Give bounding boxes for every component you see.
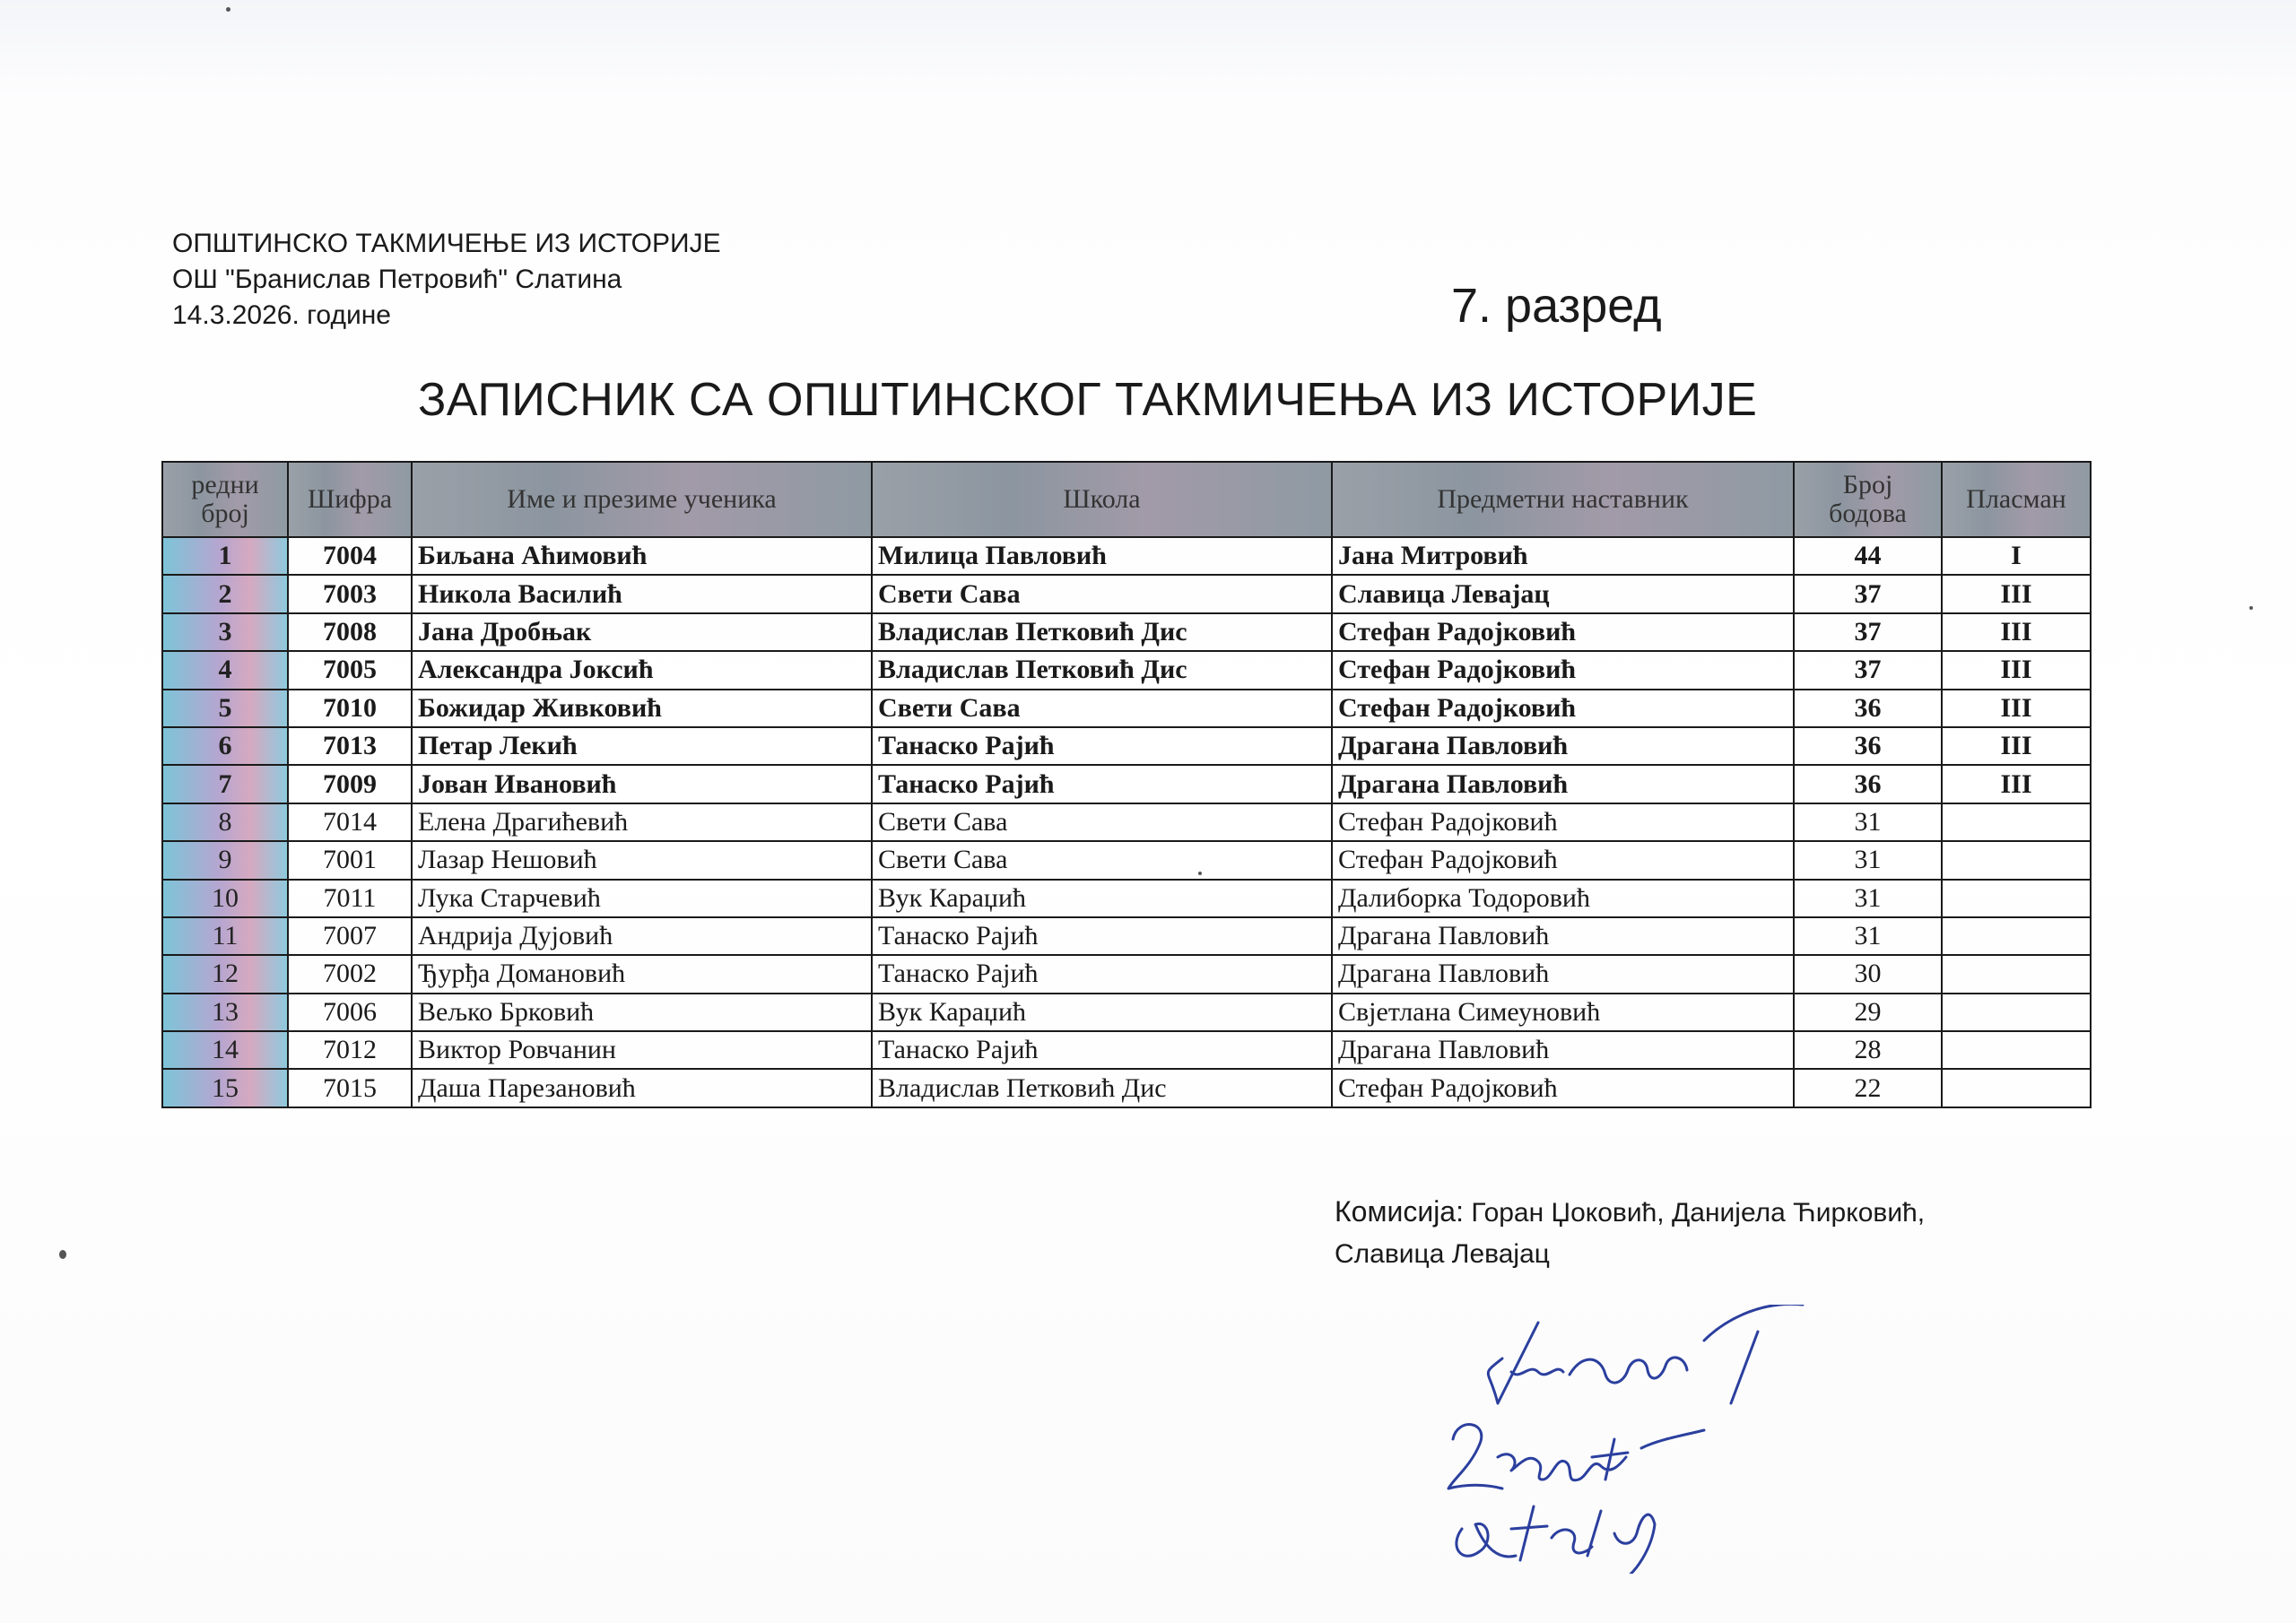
cell-teacher: Драгана Павловић [1332, 917, 1794, 955]
cell-rank: 12 [162, 955, 288, 993]
cell-points: 29 [1794, 994, 1942, 1031]
cell-points: 37 [1794, 575, 1942, 612]
cell-teacher: Стефан Радојковић [1332, 690, 1794, 727]
table-row [162, 651, 2091, 689]
cell-place: III [1942, 765, 2091, 803]
cell-points: 31 [1794, 803, 1942, 841]
document-header [172, 226, 721, 334]
cell-code: 7014 [288, 803, 412, 841]
cell-school: Танаско Рајић [872, 917, 1332, 955]
cell-name: Никола Василић [412, 575, 872, 612]
cell-school: Владислав Петковић Дис [872, 613, 1332, 651]
cell-school: Вук Караџић [872, 880, 1332, 917]
cell-rank: 6 [162, 727, 288, 765]
cell-school: Свети Сава [872, 690, 1332, 727]
cell-place [1942, 880, 2091, 917]
cell-code: 7015 [288, 1069, 412, 1107]
cell-code: 7004 [288, 537, 412, 575]
cell-school: Вук Караџић [872, 994, 1332, 1031]
cell-name: Јана Дробњак [412, 613, 872, 651]
cell-teacher: Стефан Радојковић [1332, 613, 1794, 651]
cell-school: Танаско Рајић [872, 1031, 1332, 1069]
cell-teacher: Стефан Радојковић [1332, 1069, 1794, 1107]
scan-speck [1198, 872, 1202, 875]
cell-place [1942, 803, 2091, 841]
col-name-header: Име и презиме ученика [412, 462, 872, 537]
cell-school: Милица Павловић [872, 537, 1332, 575]
school-name: ОШ "Бранислав Петровић" Слатина [172, 265, 622, 294]
cell-points: 31 [1794, 917, 1942, 955]
competition-title: ОПШТИНСКО ТАКМИЧЕЊЕ ИЗ ИСТОРИЈЕ [172, 229, 721, 258]
cell-place: I [1942, 537, 2091, 575]
cell-code: 7013 [288, 727, 412, 765]
cell-school: Свети Сава [872, 575, 1332, 612]
cell-school: Владислав Петковић Дис [872, 1069, 1332, 1107]
cell-place: III [1942, 651, 2091, 689]
cell-name: Елена Драгићевић [412, 803, 872, 841]
cell-points: 31 [1794, 841, 1942, 879]
cell-place: III [1942, 613, 2091, 651]
cell-points: 36 [1794, 690, 1942, 727]
cell-code: 7002 [288, 955, 412, 993]
cell-place [1942, 841, 2091, 879]
table-row [162, 537, 2091, 575]
cell-name: Андрија Дујовић [412, 917, 872, 955]
cell-place: III [1942, 727, 2091, 765]
cell-school: Танаско Рајић [872, 955, 1332, 993]
table-row [162, 1069, 2091, 1107]
scan-speck [226, 7, 230, 12]
col-place-header: Пласман [1942, 462, 2091, 537]
date: 14.3.2026. године [172, 300, 391, 330]
page-title: ЗАПИСНИК СА ОПШТИНСКОГ ТАКМИЧЕЊА ИЗ ИСТОРИЈЕ [418, 374, 1758, 426]
table-row [162, 917, 2091, 955]
cell-code: 7010 [288, 690, 412, 727]
cell-name: Јован Ивановић [412, 765, 872, 803]
cell-points: 30 [1794, 955, 1942, 993]
cell-place: III [1942, 690, 2091, 727]
cell-name: Петар Лекић [412, 727, 872, 765]
cell-place: III [1942, 575, 2091, 612]
cell-code: 7011 [288, 880, 412, 917]
cell-code: 7008 [288, 613, 412, 651]
cell-teacher: Далиборка Тодоровић [1332, 880, 1794, 917]
cell-rank: 13 [162, 994, 288, 1031]
scan-speck [59, 1250, 66, 1259]
cell-rank: 7 [162, 765, 288, 803]
cell-teacher: Стефан Радојковић [1332, 841, 1794, 879]
cell-school: Свети Сава [872, 803, 1332, 841]
cell-code: 7005 [288, 651, 412, 689]
col-points-header: Број бодова [1794, 462, 1942, 537]
table-row [162, 613, 2091, 651]
cell-code: 7003 [288, 575, 412, 612]
cell-name: Виктор Ровчанин [412, 1031, 872, 1069]
cell-points: 31 [1794, 880, 1942, 917]
cell-teacher: Стефан Радојковић [1332, 651, 1794, 689]
cell-school: Танаско Рајић [872, 765, 1332, 803]
cell-teacher: Драгана Павловић [1332, 765, 1794, 803]
table-row [162, 994, 2091, 1031]
cell-points: 37 [1794, 613, 1942, 651]
cell-rank: 3 [162, 613, 288, 651]
col-teacher-header: Предметни наставник [1332, 462, 1794, 537]
scan-speck [2249, 606, 2253, 610]
table-row [162, 955, 2091, 993]
cell-name: Лука Старчевић [412, 880, 872, 917]
table-row [162, 575, 2091, 612]
grade-label: 7. разред [1451, 279, 1662, 333]
cell-school: Владислав Петковић Дис [872, 651, 1332, 689]
table-row [162, 727, 2091, 765]
cell-code: 7012 [288, 1031, 412, 1069]
cell-teacher: Драгана Павловић [1332, 955, 1794, 993]
cell-points: 37 [1794, 651, 1942, 689]
cell-rank: 11 [162, 917, 288, 955]
cell-teacher: Јана Митровић [1332, 537, 1794, 575]
cell-rank: 2 [162, 575, 288, 612]
cell-place [1942, 1069, 2091, 1107]
cell-place [1942, 994, 2091, 1031]
cell-rank: 1 [162, 537, 288, 575]
cell-rank: 5 [162, 690, 288, 727]
table-row [162, 690, 2091, 727]
col-school-header: Школа [872, 462, 1332, 537]
cell-name: Вељко Брковић [412, 994, 872, 1031]
cell-points: 36 [1794, 727, 1942, 765]
cell-name: Лазар Нешовић [412, 841, 872, 879]
results-table [161, 461, 2092, 1108]
cell-teacher: Славица Леваjац [1332, 575, 1794, 612]
cell-rank: 14 [162, 1031, 288, 1069]
cell-rank: 8 [162, 803, 288, 841]
table-row [162, 803, 2091, 841]
cell-name: Ђурђа Домановић [412, 955, 872, 993]
cell-points: 44 [1794, 537, 1942, 575]
cell-name: Божидар Живковић [412, 690, 872, 727]
table-header-row [162, 462, 2091, 537]
cell-teacher: Драгана Павловић [1332, 1031, 1794, 1069]
cell-code: 7001 [288, 841, 412, 879]
cell-teacher: Свјетлана Симеуновић [1332, 994, 1794, 1031]
cell-name: Даша Парезановић [412, 1069, 872, 1107]
cell-place [1942, 1031, 2091, 1069]
committee-members: Горан Џоковић, Данијела Ћирковић, [1471, 1198, 1926, 1228]
signature-3 [1457, 1506, 1655, 1574]
cell-rank: 9 [162, 841, 288, 879]
cell-school: Свети Сава [872, 841, 1332, 879]
committee-block [1335, 1191, 1925, 1275]
cell-teacher: Драгана Павловић [1332, 727, 1794, 765]
table-row [162, 841, 2091, 879]
cell-rank: 4 [162, 651, 288, 689]
table-row [162, 880, 2091, 917]
cell-code: 7009 [288, 765, 412, 803]
cell-name: Биљана Аћимовић [412, 537, 872, 575]
col-rank-header: редни број [162, 462, 288, 537]
cell-code: 7007 [288, 917, 412, 955]
table-row [162, 765, 2091, 803]
cell-rank: 15 [162, 1069, 288, 1107]
cell-teacher: Стефан Радојковић [1332, 803, 1794, 841]
cell-name: Александра Јоксић [412, 651, 872, 689]
committee-members-cont: Славица Леваjац [1335, 1239, 1550, 1269]
cell-points: 36 [1794, 765, 1942, 803]
cell-points: 28 [1794, 1031, 1942, 1069]
committee-label: Комисија: [1335, 1195, 1464, 1228]
cell-school: Танаско Рајић [872, 727, 1332, 765]
signatures [1435, 1305, 1830, 1574]
col-code-header: Шифра [288, 462, 412, 537]
signature-2 [1448, 1425, 1704, 1488]
table-row [162, 1031, 2091, 1069]
cell-place [1942, 917, 2091, 955]
cell-rank: 10 [162, 880, 288, 917]
cell-points: 22 [1794, 1069, 1942, 1107]
signature-1 [1488, 1305, 1803, 1403]
cell-place [1942, 955, 2091, 993]
cell-code: 7006 [288, 994, 412, 1031]
